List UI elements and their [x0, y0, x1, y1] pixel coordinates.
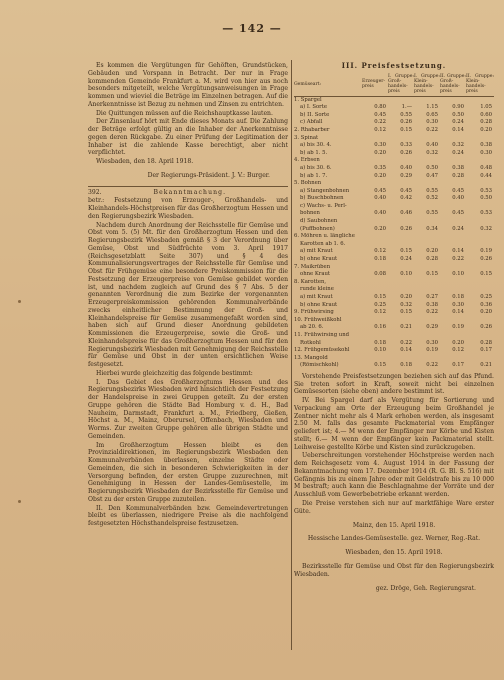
table-row [294, 203, 494, 211]
price-cell [466, 218, 494, 226]
price-cell: 0.45 [374, 111, 386, 118]
vegetable-name: bohnen [300, 210, 320, 217]
price-cell: 0.45 [374, 187, 386, 194]
price-cell [388, 157, 414, 165]
price-cell: 0.17 [480, 347, 492, 354]
price-cell: 0.50 [426, 164, 438, 171]
price-cell [466, 279, 494, 287]
price-cell: 0.22 [374, 119, 386, 126]
vegetable-name: a) bis 30. 6. [300, 164, 332, 171]
table-row [294, 104, 494, 112]
price-cell: 0.19 [452, 324, 464, 331]
price-cell [414, 135, 440, 143]
announcement-heading [88, 189, 288, 197]
table-row [294, 127, 494, 135]
price-cell: 0.29 [400, 172, 412, 179]
price-cell: 0.21 [400, 324, 412, 331]
vegetable-name: 2. Rhabarber [294, 126, 330, 133]
price-cell [414, 157, 440, 165]
price-cell: 0.28 [426, 256, 438, 263]
price-cell: 0.12 [374, 309, 386, 316]
section-divider [88, 186, 288, 187]
notes [294, 373, 494, 592]
price-cell: 0.30 [426, 119, 438, 126]
price-cell: 0.36 [480, 301, 492, 308]
price-cell: 0.80 [374, 104, 386, 111]
section-title: III. Preisfestsetzung. [341, 61, 447, 70]
price-cell: 0.15 [400, 126, 412, 133]
table-row [294, 264, 494, 272]
price-table-header [294, 73, 494, 96]
price-cell [388, 286, 414, 294]
price-cell: 0.45 [452, 187, 464, 194]
price-cell: 0.15 [480, 271, 492, 278]
table-row [294, 256, 494, 264]
table-row [294, 96, 494, 104]
table-row [294, 362, 494, 370]
price-cell [388, 96, 414, 104]
price-cell: 0.34 [426, 225, 438, 232]
vegetable-name: b) ohne Kraut [300, 256, 338, 263]
price-cell [362, 233, 388, 241]
table-row [294, 150, 494, 158]
table-row [294, 279, 494, 287]
vegetable-name: d) Saubohnen [300, 218, 338, 225]
price-cell: 0.60 [480, 111, 492, 118]
price-cell: 0.50 [480, 195, 492, 202]
price-cell [466, 317, 494, 325]
body-paragraph-3: I. Das Gebiet des Großherzogtums Hessen und des Regierungsbezirks Wiesbaden wird hinsichtlich der Festsetzung der Handelspreise in zwei Gruppen geteilt. Zu der ersten Gruppe gehören die Städte Bad Homburg v. d. H., Bad Nauheim, Darmstadt, Frankfurt a. M., Friedberg, Gießen, Höchst a. M., Mainz, Oberursel, Offenbach, Wiesbaden und Worms. Zur zweiten Gruppe gehören alle übrigen Städte und Gemeinden. [88, 378, 288, 440]
price-cell [362, 203, 388, 211]
table-row [294, 226, 494, 234]
price-cell: 0.16 [374, 324, 386, 331]
price-cell: 0.21 [480, 362, 492, 369]
price-cell [362, 157, 388, 165]
price-cell: 0.20 [400, 294, 412, 300]
table-row [294, 233, 494, 241]
price-cell: 0.38 [426, 301, 438, 308]
price-cell: 0.15 [374, 362, 386, 369]
price-cell [414, 241, 440, 249]
price-cell: 0.22 [452, 256, 464, 263]
announcement-title: Bekanntmachung. [153, 188, 227, 196]
price-cell [414, 180, 440, 188]
price-cell [440, 355, 466, 363]
price-cell: 0.55 [426, 210, 438, 217]
price-cell: 0.42 [400, 195, 412, 202]
price-cell: 0.53 [480, 210, 492, 217]
signature-place-3: Wiesbaden, den 15. April 1918. [345, 549, 443, 557]
vegetable-name: b) ab 1. 5. [300, 149, 328, 156]
header-g2-wholesale: II. Gruppe: Groß-handels-preis [440, 73, 466, 95]
price-cell [440, 96, 466, 104]
price-cell [440, 233, 466, 241]
price-cell [466, 233, 494, 241]
price-cell [362, 286, 388, 294]
signature-by-3: gez. Dröge, Geh. Regierungsrat. [375, 584, 476, 592]
price-cell: 0.52 [426, 195, 438, 202]
price-cell [362, 135, 388, 143]
price-cell [388, 203, 414, 211]
vegetable-name: b) II. Sorte [300, 111, 330, 118]
body-paragraph-1: Nachdem durch Anordnung der Reichsstelle für Gemüse und Obst vom 5. (5) Mt. für den Großherzogtum Hessen und den Regierungsbezirk Wiesbaden gemäß § 3 der Verordnung über Gemüse, Obst und Südfrüchte vom 3. April 1917 (Reichsgesetzblatt Seite 307) und § 4 des Kommunalisierungsvertrages der Reichsstelle für Gemüse und Obst für Frühgemüse eine besondere Preiskommission für die Festsetzung der Erzeugerpreise von Gemüse gebildet worden ist, und nachdem zugleich auf Grund des § 7 Abs. 5 der genannten Verordnung die zum Bezirke der vorgenannten Erzeugerpreiskommission gehörenden Kommunalverbände zwecks einheitlicher Bestimmung der Groß- und Kleinhandelspreise für Gemüse zusammengefaßt worden sind, haben sich auf Grund dieser Anordnung gebildeten Kommissionen die Erzeugerpreise, sowie die Groß- und Kleinhandelspreise für das Großherzogtum Hessen und für den Regierungsbezirk Wiesbaden mit Genehmigung der Reichsstelle für Gemüse und Obst in der unten ersichtlichen Weise festgesetzt. [88, 221, 288, 369]
price-cell: 0.12 [374, 126, 386, 133]
top-paragraph-1: Es kommen die Vergütungen für Gehöften, Grundstücken, Gebäuden und Vorspann in Betracht. Der nur in Frage kommenden Gemeinde Frankfurt a. M. wird von hier aus noch besonders mitgeteilt, welche Vergütungsanweisungen in Frage kommen und wieviel die Beträge im Einzelnen betragen. Auf die Anerkenntnisse ist Bezug zu nehmen und Zinsen zu entrichten. [88, 62, 288, 108]
page-number: — 142 — [222, 22, 282, 35]
price-cell [362, 264, 388, 272]
vegetable-name: Rotkohl [300, 339, 321, 346]
table-row [294, 332, 494, 340]
body-paragraph-4: Im Großherzogtum Hessen bleibt es den Provinzialdirektionen, im Regierungsbezirk Wiesbaden den Kommunalverbänden überlassen, einzelne Städte oder Gemeinden, die sich in besonderen Schwierigkeiten in der Versorgung befinden, der ersten Gruppe zuzurechnen, mit Genehmigung in Hessen der Landes-Gemüsestelle, im Regierungsbezirk Wiesbaden der Bezirksstelle für Gemüse und Obst zu der ersten Gruppe zuzuteilen. [88, 441, 288, 503]
price-cell: 1.15 [426, 104, 438, 111]
price-cell: 0.30 [426, 339, 438, 346]
price-cell: 0.50 [452, 111, 464, 118]
signature-name-1: Der Regierungs-Präsident. J. V.: Burger. [147, 171, 270, 179]
price-cell: 0.26 [400, 225, 412, 232]
vegetable-name: 13. Mangold [294, 354, 328, 361]
price-table [294, 73, 494, 370]
price-cell [466, 135, 494, 143]
price-cell: 0.90 [452, 104, 464, 111]
vegetable-name: 10. Frühweißkohl [294, 316, 342, 323]
vegetable-name: a) Stangenbohnen [300, 187, 350, 194]
price-cell: 0.40 [426, 142, 438, 149]
right-column [294, 62, 494, 599]
price-cell [388, 264, 414, 272]
left-column [88, 62, 288, 529]
price-cell: 0.55 [426, 187, 438, 194]
price-cell: 0.24 [452, 225, 464, 232]
vegetable-name: (Puffbohnen) [300, 225, 335, 232]
price-cell [440, 317, 466, 325]
price-cell [414, 317, 440, 325]
binding-hole [18, 500, 21, 503]
table-row [294, 112, 494, 120]
note-paragraph-3: Ueberschreitungen vorstehender Höchstpreise werden nach dem Reichsgesetz vom 4. August 1914 in der Fassung der Bekanntmachung vom 17. Dezember 1914 (R. G. Bl. S. 516) mit Gefängnis bis zu einem Jahre oder mit Geldstrafe bis zu 10 000 M bestraft; auch kann die Beschlagnahme der Vorräte und der Ausschluß vom Gewerbebetriebe erkannt werden. [294, 452, 494, 499]
vegetable-name: a) mit Kraut [300, 294, 333, 300]
price-cell: 0.24 [452, 119, 464, 126]
price-cell [440, 286, 466, 294]
header-vegetable: Gemüseart: [294, 73, 362, 96]
vegetable-name: 3. Spinat [294, 134, 319, 141]
table-row [294, 317, 494, 325]
price-cell: 0.32 [452, 142, 464, 149]
vegetable-name: 5. Bohnen [294, 180, 322, 187]
price-cell: 0.32 [400, 301, 412, 308]
price-cell [414, 332, 440, 340]
price-cell [440, 264, 466, 272]
price-cell [440, 241, 466, 249]
price-cell [466, 355, 494, 363]
note-paragraph-1: Vorstehende Preisfestsetzungen beziehen sich auf das Pfund. Sie treten sofort in Kraft, soweit nicht bei einzelnen Gemüsesorten (siehe oben) andere bestimmt ist. [294, 372, 494, 396]
price-cell [388, 279, 414, 287]
vegetable-name: a) bis 30. 4. [300, 142, 332, 149]
vegetable-name: 11. Frühwirsing und [294, 331, 350, 338]
header-g1-retail: I. Gruppe: Klein-handels-preis [414, 73, 440, 95]
price-cell: 0.20 [426, 248, 438, 255]
price-cell: 0.40 [452, 195, 464, 202]
price-cell: 0.33 [400, 142, 412, 149]
price-cell: 0.26 [480, 324, 492, 331]
price-cell [362, 332, 388, 340]
price-cell [440, 218, 466, 226]
price-cell [388, 233, 414, 241]
vegetable-name: c) Wachs- u. Perl- [300, 202, 347, 209]
price-cell: 0.30 [452, 301, 464, 308]
price-cell: 0.22 [426, 309, 438, 316]
table-row [294, 340, 494, 348]
price-cell: 0.46 [400, 210, 412, 217]
price-cell: 0.10 [452, 271, 464, 278]
price-cell: 0.44 [480, 172, 492, 179]
table-row [294, 180, 494, 188]
vegetable-name: 7. Maikrüben [294, 263, 331, 270]
vegetable-name: runde kleine [300, 286, 334, 293]
announcement-number: 392. [88, 188, 102, 196]
body-paragraph-2: Hierbei wurde gleichzeitig das folgende bestimmt: [96, 369, 253, 377]
table-row [294, 355, 494, 363]
price-cell: 0.28 [480, 339, 492, 346]
price-cell: 0.22 [400, 339, 412, 346]
price-cell [466, 286, 494, 294]
price-cell: 0.20 [452, 339, 464, 346]
vegetable-name: c) Abfall [300, 119, 323, 126]
price-cell: 0.08 [374, 271, 386, 278]
price-cell: 0.40 [374, 210, 386, 217]
price-cell [466, 96, 494, 104]
price-cell: 0.25 [480, 294, 492, 300]
table-row [294, 135, 494, 143]
price-cell: 0.29 [426, 324, 438, 331]
price-cell: 0.18 [452, 294, 464, 300]
price-cell: 0.10 [374, 347, 386, 354]
price-cell [466, 180, 494, 188]
price-cell [362, 96, 388, 104]
price-cell: 0.38 [452, 164, 464, 171]
price-cell: 0.32 [480, 225, 492, 232]
price-cell: 0.45 [452, 210, 464, 217]
price-cell [362, 180, 388, 188]
vegetable-name: ohne Kraut [300, 271, 331, 278]
table-row [294, 165, 494, 173]
announcement-subject: betr.: Festsetzung von Erzeuger-, Großhandels- und Kleinhandels-Höchstpreisen für das Großherzogtum Hessen und den Regierungsbezirk Wiesbaden. [88, 197, 288, 220]
table-row [294, 241, 494, 249]
price-cell: 0.15 [400, 248, 412, 255]
vegetable-name: 6. Möhren u. längliche [294, 233, 355, 240]
price-table-body [294, 96, 494, 370]
price-cell: 0.32 [426, 149, 438, 156]
table-row [294, 195, 494, 203]
price-cell: 0.25 [374, 301, 386, 308]
price-cell: 0.20 [480, 309, 492, 316]
price-cell: 0.38 [480, 142, 492, 149]
price-cell: 0.22 [426, 126, 438, 133]
price-cell: 0.26 [400, 119, 412, 126]
table-row [294, 142, 494, 150]
table-row [294, 188, 494, 196]
column-divider [291, 60, 292, 650]
price-cell: 0.18 [374, 256, 386, 263]
price-cell [414, 233, 440, 241]
header-g1-wholesale: I. Gruppe: Groß-handels-preis [388, 73, 414, 95]
price-cell: 0.18 [400, 362, 412, 369]
table-row [294, 302, 494, 310]
price-cell [388, 332, 414, 340]
vegetable-name: Karotten ab 1. 6. [300, 240, 346, 247]
price-cell [466, 241, 494, 249]
price-cell [466, 203, 494, 211]
price-cell: 1.— [401, 104, 412, 111]
price-cell [466, 157, 494, 165]
table-row [294, 119, 494, 127]
price-cell: 0.14 [452, 248, 464, 255]
price-cell [362, 355, 388, 363]
price-cell: 0.30 [374, 142, 386, 149]
table-row [294, 248, 494, 256]
price-cell [466, 332, 494, 340]
vegetable-name: 1. Spargel [294, 96, 322, 103]
price-cell: 0.35 [374, 164, 386, 171]
vegetable-name: b) ohne Kraut [300, 301, 338, 308]
header-g2-retail: II. Gruppe: Klein-handels-preis [466, 73, 494, 95]
table-row [294, 173, 494, 181]
price-cell: 0.30 [480, 149, 492, 156]
price-cell: 0.15 [374, 294, 386, 300]
note-paragraph-2: IV. Bei Spargel darf als Vergütung für Sortierung und Verpackung am Orte der Erzeugung beim Großhandel je Zentner nicht mehr als 4 Mark erhoben werden, als insgesamt 2.50 M. falls das gesamte Packmaterial vom Empfänger geliefert ist; 4.— M wenn der Empfänger nur Körbe und Kisten stellt; 6.— M wenn der Empfänger kein Packmaterial stellt. Leihweise gestellte Körbe und Kisten sind zurückzugeben. [294, 397, 494, 451]
price-cell: 0.15 [426, 271, 438, 278]
signature-place-1: Wiesbaden, den 18. April 1918. [96, 158, 194, 165]
price-cell [440, 180, 466, 188]
price-cell: 0.22 [426, 362, 438, 369]
price-cell: 0.40 [374, 195, 386, 202]
header-producer-price: Erzeuger-preis [362, 73, 388, 96]
price-cell [388, 218, 414, 226]
price-cell: 0.28 [480, 119, 492, 126]
price-cell: 0.27 [426, 294, 438, 300]
signature-place-2: Mainz, den 15. April 1918. [352, 521, 436, 529]
price-cell: 0.40 [400, 164, 412, 171]
table-row [294, 218, 494, 226]
vegetable-name: 9. Frühwirsing [294, 309, 334, 316]
price-cell: 0.47 [426, 172, 438, 179]
price-cell: 0.55 [400, 111, 412, 118]
price-cell: 1.05 [480, 104, 492, 111]
table-row [294, 271, 494, 279]
price-cell [388, 180, 414, 188]
price-cell: 0.20 [374, 149, 386, 156]
top-paragraph-2: Die Quittungen müssen auf die Reichshauptkasse lauten. [96, 109, 273, 117]
price-cell: 0.26 [400, 149, 412, 156]
price-cell: 0.17 [452, 362, 464, 369]
table-row [294, 157, 494, 165]
price-cell [414, 96, 440, 104]
price-cell: 0.14 [452, 126, 464, 133]
price-cell: 0.12 [374, 248, 386, 255]
price-cell [440, 157, 466, 165]
vegetable-name: 12. Frühgemüsekohl [294, 347, 350, 354]
table-row [294, 210, 494, 218]
price-cell [362, 279, 388, 287]
table-row [294, 347, 494, 355]
vegetable-name: 4. Erbsen [294, 157, 320, 164]
price-cell: 0.20 [374, 225, 386, 232]
price-cell: 0.20 [374, 172, 386, 179]
binding-hole [18, 300, 21, 303]
price-cell [388, 135, 414, 143]
price-cell [362, 241, 388, 249]
vegetable-name: a) mit Kraut [300, 248, 333, 255]
price-cell: 0.28 [452, 172, 464, 179]
price-cell [466, 264, 494, 272]
price-cell: 0.15 [400, 309, 412, 316]
price-cell [414, 286, 440, 294]
table-row [294, 286, 494, 294]
vegetable-name: (Römischkohl) [300, 362, 339, 369]
price-cell: 0.26 [480, 256, 492, 263]
body-paragraph-5: II. Den Kommunalverbänden bzw. Gemeindevertretungen bleibt es überlassen, niedrigere Preise als die nachfolgend festgesetzten Höchsthandelspreise festzusetzen. [88, 504, 288, 528]
table-row [294, 309, 494, 317]
note-paragraph-4: Die Preise verstehen sich nur auf marktfähige Ware erster Güte. [294, 499, 494, 515]
price-cell: 0.19 [426, 347, 438, 354]
price-cell [388, 355, 414, 363]
vegetable-name: b) ab 1. 7. [300, 172, 328, 179]
vegetable-name: 8. Karotten, [294, 278, 327, 285]
price-cell: 0.14 [400, 347, 412, 354]
vegetable-name: a) I. Sorte [300, 104, 327, 111]
price-cell [414, 218, 440, 226]
price-cell: 0.65 [426, 111, 438, 118]
price-cell: 0.18 [374, 339, 386, 346]
price-cell: 0.24 [452, 149, 464, 156]
price-cell [362, 317, 388, 325]
price-cell: 0.53 [480, 187, 492, 194]
top-paragraph-3: Der Zinsenlauf hört mit Ende dieses Monats auf. Die Zahlung der Beträge erfolgt gültig an die Inhaber der Anerkenntnisse gegen deren Rückgabe. Zu einer Prüfung der Legitimation der Inhaber ist die zahlende Kasse berechtigt, aber nicht verpflichtet. [88, 118, 288, 157]
price-cell: 0.19 [480, 248, 492, 255]
price-cell [414, 279, 440, 287]
price-cell: 0.20 [480, 126, 492, 133]
vegetable-name: b) Buschbohnen [300, 195, 344, 202]
price-cell [414, 355, 440, 363]
price-cell: 0.10 [400, 271, 412, 278]
signature-name-3: Bezirksstelle für Gemüse und Obst für den Regierungsbezirk Wiesbaden. [294, 563, 494, 578]
vegetable-name: ab 20. 6. [300, 324, 324, 331]
price-cell [414, 203, 440, 211]
price-cell [440, 332, 466, 340]
price-cell: 0.24 [400, 256, 412, 263]
table-row [294, 294, 494, 302]
price-cell: 0.48 [480, 164, 492, 171]
price-cell: 0.14 [452, 309, 464, 316]
price-cell [440, 203, 466, 211]
price-cell [440, 279, 466, 287]
price-cell [388, 317, 414, 325]
price-cell [362, 218, 388, 226]
price-cell: 0.45 [400, 187, 412, 194]
table-row [294, 324, 494, 332]
price-cell [388, 241, 414, 249]
price-cell [414, 264, 440, 272]
price-cell [440, 135, 466, 143]
price-cell: 0.12 [452, 347, 464, 354]
signature-name-2: Hessische Landes-Gemüsestelle. gez. Werner, Reg.-Rat. [307, 535, 481, 543]
